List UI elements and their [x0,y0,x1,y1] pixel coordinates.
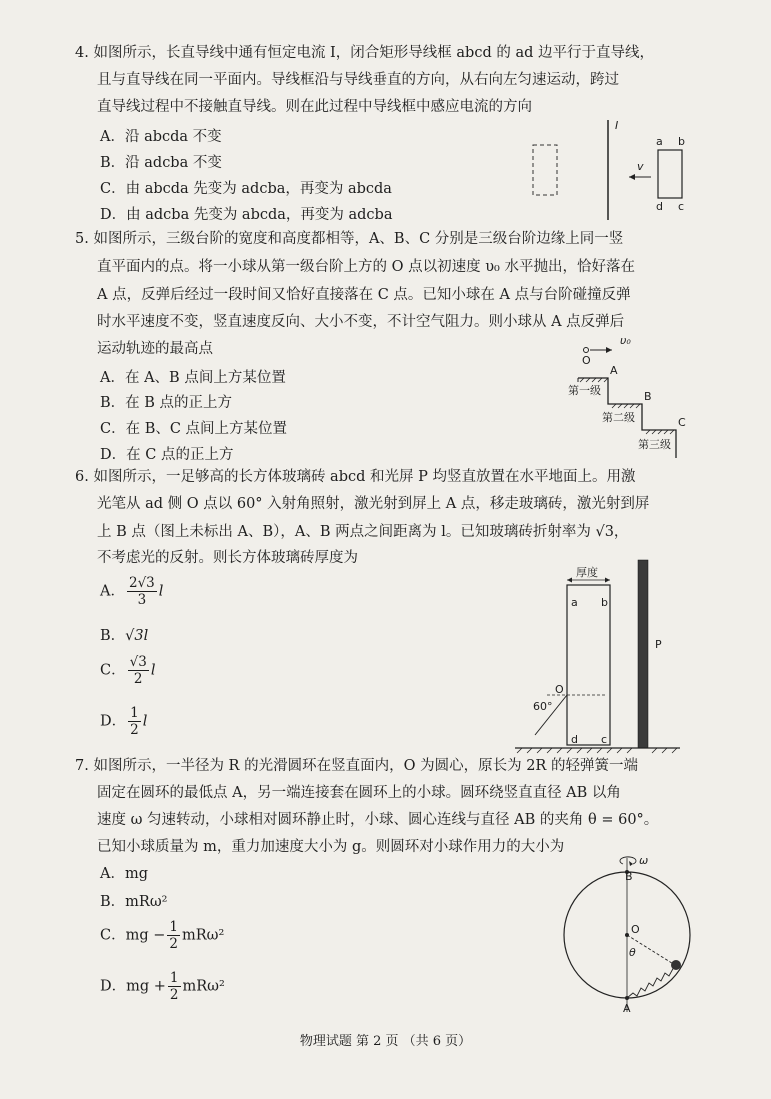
q7-stem-line-3: 速度 ω 匀速转动，小球相对圆环静止时，小球、圆心连线与直径 AB 的夹角 θ = 60°。 [97,812,659,828]
q5-stem-line-1: 如图所示，三级台阶的宽度和高度都相等，A、B、C 分别是三级台阶边缘上同一竖 [93,231,624,247]
q4-figure [525,115,695,220]
q5-stem-line-4: 时水平速度不变，竖直速度反向、大小不变，不计空气阻力。则小球从 A 点反弹后 [97,314,625,330]
q5-option-a[interactable]: A．在 A、B 点间上方某位置 [100,370,286,386]
q4-corner-c: c [678,200,685,213]
q6-glass-block [567,585,610,745]
question-5 [75,226,705,253]
q5-point-c: C [678,416,686,429]
q7-point-o: O [631,923,640,936]
q4-option-a[interactable]: A．沿 abcda 不变 [100,129,222,145]
q4-velocity-label: v [637,160,644,173]
q5-figure [560,330,700,460]
q6-corner-b: b [601,596,608,609]
q4-current-label: I [615,119,619,132]
q6-option-b[interactable]: B．√3l [100,628,149,644]
q6-screen [638,560,648,748]
q5-point-o: O [582,354,591,367]
q4-corner-b: b [678,135,685,148]
q5-stem-line-5: 运动轨迹的最高点 [97,341,213,357]
q7-option-c[interactable]: C．mg − $\frac{1}{2}$ mRω² [100,919,225,952]
q7-omega-label: ω [639,854,649,867]
q6-option-c[interactable]: C． $\frac{√3}{2}$ l [100,654,156,687]
q7-point-a: A [623,1002,631,1015]
q4-option-b[interactable]: B．沿 adcba 不变 [100,155,222,171]
q4-corner-a: a [656,135,663,148]
page-footer: 物理试题 第 2 页 （共 6 页） [299,1034,472,1049]
q7-option-a[interactable]: A．mg [100,866,149,882]
q5-option-c[interactable]: C．在 B、C 点间上方某位置 [100,421,288,437]
q6-angle-label: 60° [533,700,553,713]
q6-figure [515,560,685,755]
q5-v0-label: υ₀ [620,334,631,347]
q6-stem-line-4: 不考虑光的反射。则长方体玻璃砖厚度为 [97,550,358,566]
q7-option-b[interactable]: B．mRω² [100,894,168,910]
question-4 [75,40,705,67]
q7-number: 7. [75,758,89,774]
q6-stem-line-2: 光笔从 ad 侧 O 点以 60° 入射角照射，激光射到屏上 A 点，移走玻璃砖，激光射到屏 [97,496,650,512]
q4-option-d[interactable]: D．由 adcba 先变为 abcda，再变为 adcba [100,207,393,223]
q6-corner-c: c [601,733,608,746]
q4-stem-line-2: 且与直导线在同一平面内。导线框沿与导线垂直的方向，从右向左匀速运动，跨过 [97,72,619,88]
q5-option-d[interactable]: D．在 C 点的正上方 [100,447,234,463]
q7-stem-line-1: 如图所示，一半径为 R 的光滑圆环在竖直面内，O 为圆心，原长为 2R 的轻弹簧一端 [93,758,638,774]
q7-option-d[interactable]: D．mg + $\frac{1}{2}$ mRω² [100,970,225,1003]
q4-frame-dashed [533,145,557,195]
q4-option-c[interactable]: C．由 abcda 先变为 adcba，再变为 abcda [100,181,392,197]
question-7 [75,753,705,780]
q6-screen-label: P [655,638,662,651]
q5-number: 5. [75,231,89,247]
q5-step-1: 第一级 [568,384,601,397]
q5-point-b: B [644,390,652,403]
q7-theta-label: θ [629,946,636,959]
q5-step-3: 第三级 [638,438,671,451]
q4-frame [658,150,682,198]
q5-ball [584,348,589,353]
q6-stem-line-3: 上 B 点（图上未标出 A、B），A、B 两点之间距离为 l。已知玻璃砖折射率为 √3， [97,524,629,540]
q6-point-o: O [555,683,564,696]
q7-point-b: B [625,870,633,883]
q5-stem-line-3: A 点，反弹后经过一段时间又恰好直接落在 C 点。已知小球在 A 点与台阶碰撞反弹 [97,287,631,303]
q6-number: 6. [75,469,89,485]
question-6 [75,464,705,491]
q7-stem-line-2: 固定在圆环的最低点 A，另一端连接套在圆环上的小球。圆环绕竖直直径 AB 以角 [97,785,621,801]
q4-number: 4. [75,45,89,61]
q7-figure [555,850,715,1020]
q6-corner-d: d [571,733,578,746]
q5-stem-line-2: 直平面内的点。将一小球从第一级台阶上方的 O 点以初速度 υ₀ 水平抛出，恰好落在 [97,259,635,275]
q6-corner-a: a [571,596,578,609]
q4-corner-d: d [656,200,663,213]
q5-point-a: A [610,364,618,377]
q4-stem-line-1: 如图所示，长直导线中通有恒定电流 I，闭合矩形导线框 abcd 的 ad 边平行于直导线， [93,45,654,61]
q6-option-d[interactable]: D． $\frac{1}{2}$ l [100,705,148,738]
q4-stem-line-3: 直导线过程中不接触直导线。则在此过程中导线框中感应电流的方向 [97,99,532,115]
q5-option-b[interactable]: B．在 B 点的正上方 [100,395,233,411]
q6-stem-line-1: 如图所示，一足够高的长方体玻璃砖 abcd 和光屏 P 均竖直放置在水平地面上。用激 [93,469,636,485]
q6-option-a[interactable]: A． $\frac{2√3}{3}$ l [100,575,164,608]
q5-step-2: 第二级 [602,411,635,424]
q6-thickness-label: 厚度 [576,566,598,579]
q7-ball [671,960,681,970]
q7-stem-line-4: 已知小球质量为 m，重力加速度大小为 g。则圆环对小球作用力的大小为 [97,839,565,855]
